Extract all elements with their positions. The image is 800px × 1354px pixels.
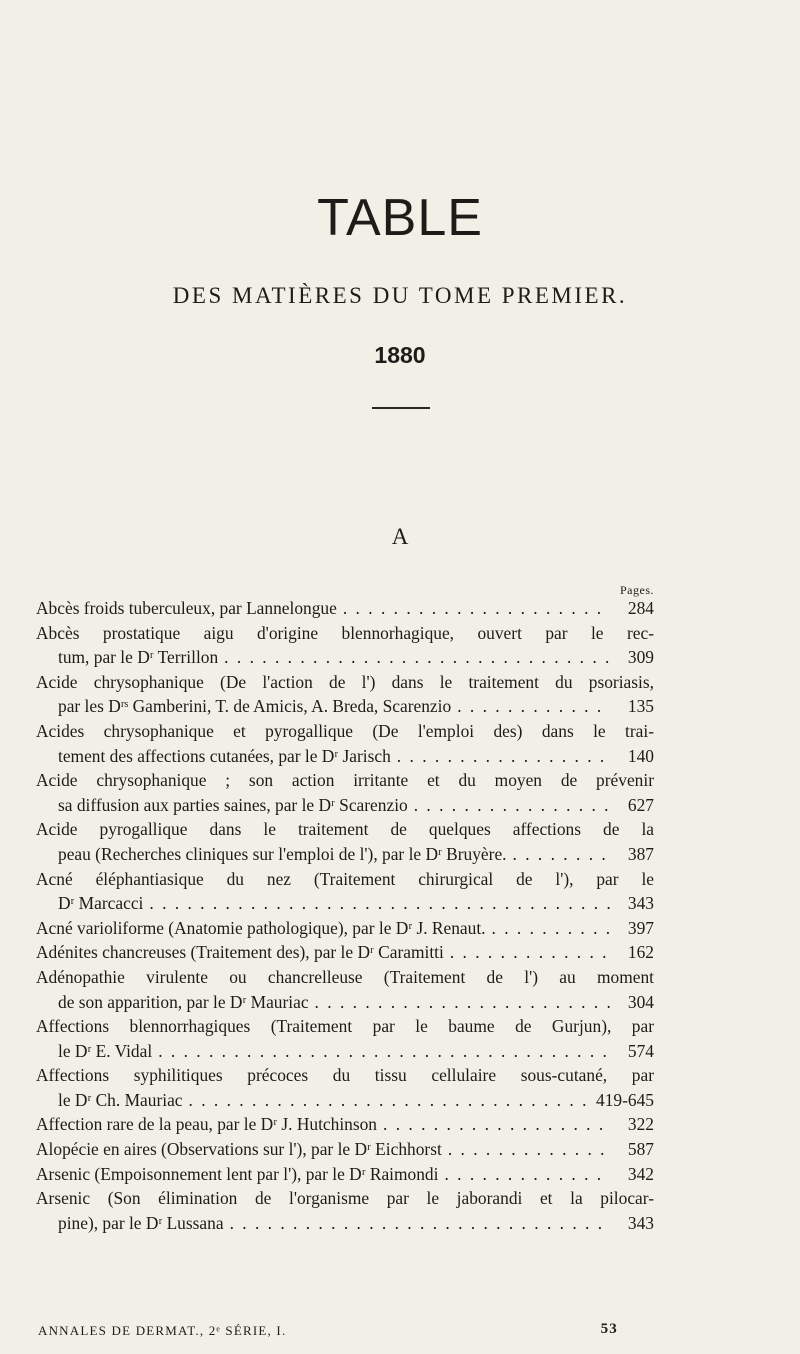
entry-text: Acide chrysophanique ; son action irritante et du moyen de prévenir xyxy=(36,770,654,791)
index-entry xyxy=(36,940,654,965)
entry-text: Adénopathie virulente ou chancrelleuse (Traitement de l') au moment xyxy=(36,966,654,987)
page-subtitle: DES MATIÈRES DU TOME PREMIER. xyxy=(172,283,628,308)
dot-leader xyxy=(492,916,610,941)
entry-page-number: 587 xyxy=(627,1139,654,1160)
index-entry xyxy=(36,1162,654,1187)
entry-page-number: 419-645 xyxy=(596,1089,654,1110)
entry-page-number: 627 xyxy=(627,794,654,815)
index-entry xyxy=(36,596,654,621)
dot-leader xyxy=(513,842,610,867)
entry-page-number: 309 xyxy=(627,647,654,668)
entry-text: Affections blennorrhagiques (Traitement par le baume de Gurjun), par xyxy=(36,1016,654,1037)
entry-text: Abcès prostatique aigu d'origine blennorhagique, ouvert par le rec- xyxy=(36,622,654,643)
index-entry xyxy=(36,1014,654,1063)
index-entry xyxy=(36,768,654,817)
index-entry xyxy=(36,1186,654,1235)
entry-page-number: 343 xyxy=(627,893,654,914)
entry-text: Acné éléphantiasique du nez (Traitement chirurgical de l'), par le xyxy=(36,868,654,889)
entry-text: Adénites chancreuses (Traitement des), par le Dʳ Caramitti xyxy=(36,942,444,963)
dot-leader xyxy=(343,596,610,621)
signature-mark: 53 xyxy=(600,1321,618,1337)
entry-page-number: 387 xyxy=(627,843,654,864)
entry-text: Acides chrysophanique et pyrogallique (De l'emploi des) dans le trai- xyxy=(36,720,654,741)
index-entry xyxy=(36,621,654,670)
index-entry xyxy=(36,817,654,866)
index-entries xyxy=(36,596,654,1235)
dot-leader xyxy=(414,793,610,818)
dot-leader xyxy=(397,744,610,769)
entry-text: le Dʳ E. Vidal xyxy=(58,1040,153,1061)
entry-page-number: 574 xyxy=(627,1040,654,1061)
entry-text: de son apparition, par le Dʳ Mauriac xyxy=(58,991,309,1012)
entry-page-number: 135 xyxy=(627,696,654,717)
dot-leader xyxy=(444,1162,610,1187)
page-footer xyxy=(38,1321,654,1338)
entry-text: sa diffusion aux parties saines, par le Dʳ Scarenzio xyxy=(58,794,408,815)
dot-leader xyxy=(457,694,610,719)
index-entry xyxy=(36,965,654,1014)
dot-leader xyxy=(230,1211,610,1236)
dot-leader xyxy=(158,1039,610,1064)
dot-leader xyxy=(189,1088,591,1113)
dot-leader xyxy=(149,891,610,916)
index-entry xyxy=(36,1137,654,1162)
entry-text: par les Dʳˢ Gamberini, T. de Amicis, A. Breda, Scarenzio xyxy=(58,696,452,717)
entry-page-number: 304 xyxy=(627,991,654,1012)
entry-text: peau (Recherches cliniques sur l'emploi de l'), par le Dʳ Bruyère. xyxy=(58,843,507,864)
entry-page-number: 284 xyxy=(627,598,654,618)
entry-text: Acné varioliforme (Anatomie pathologique), par le Dʳ J. Renaut. xyxy=(36,917,486,938)
index-entry xyxy=(36,719,654,768)
entry-text: tum, par le Dʳ Terrillon xyxy=(58,647,219,668)
entry-text: Dʳ Marcacci xyxy=(58,893,144,914)
page-title: TABLE xyxy=(317,189,483,247)
entry-text: Affections syphilitiques précoces du tissu cellulaire sous-cutané, par xyxy=(36,1065,654,1086)
entry-text: Alopécie en aires (Observations sur l'), par le Dʳ Eichhorst xyxy=(36,1139,442,1160)
entry-text: Abcès froids tuberculeux, par Lannelongue xyxy=(36,598,337,618)
index-entry xyxy=(36,916,654,941)
entry-text: Acide chrysophanique (De l'action de l') dans le traitement du psoriasis, xyxy=(36,671,654,692)
entry-page-number: 162 xyxy=(627,942,654,963)
index-entry xyxy=(36,1112,654,1137)
entry-page-number: 342 xyxy=(627,1163,654,1184)
pages-column-label: Pages. xyxy=(620,583,654,597)
section-letter: A xyxy=(391,524,409,549)
running-title: ANNALES DE DERMAT., 2ᵉ SÉRIE, I. xyxy=(38,1323,287,1338)
dot-leader xyxy=(450,940,610,965)
dot-leader xyxy=(224,645,610,670)
entry-text: le Dʳ Ch. Mauriac xyxy=(58,1089,183,1110)
entry-text: Acide pyrogallique dans le traitement de quelques affections de la xyxy=(36,819,654,840)
entry-text: Arsenic (Son élimination de l'organisme par le jaborandi et la pilocar- xyxy=(36,1188,654,1209)
entry-page-number: 397 xyxy=(627,917,654,938)
dot-leader xyxy=(383,1112,610,1137)
entry-text: Affection rare de la peau, par le Dʳ J. Hutchinson xyxy=(36,1114,378,1135)
volume-year: 1880 xyxy=(374,342,426,368)
entry-page-number: 322 xyxy=(627,1114,654,1135)
entry-page-number: 343 xyxy=(627,1212,654,1233)
divider-rule xyxy=(372,407,430,409)
index-entry xyxy=(36,867,654,916)
entry-text: pine), par le Dʳ Lussana xyxy=(58,1212,224,1233)
entry-page-number: 140 xyxy=(627,745,654,766)
index-entry xyxy=(36,1063,654,1112)
dot-leader xyxy=(315,990,610,1015)
entry-text: tement des affections cutanées, par le Dʳ Jarisch xyxy=(58,745,391,766)
entry-text: Arsenic (Empoisonnement lent par l'), par le Dʳ Raimondi xyxy=(36,1163,439,1184)
dot-leader xyxy=(448,1137,610,1162)
index-entry xyxy=(36,670,654,719)
